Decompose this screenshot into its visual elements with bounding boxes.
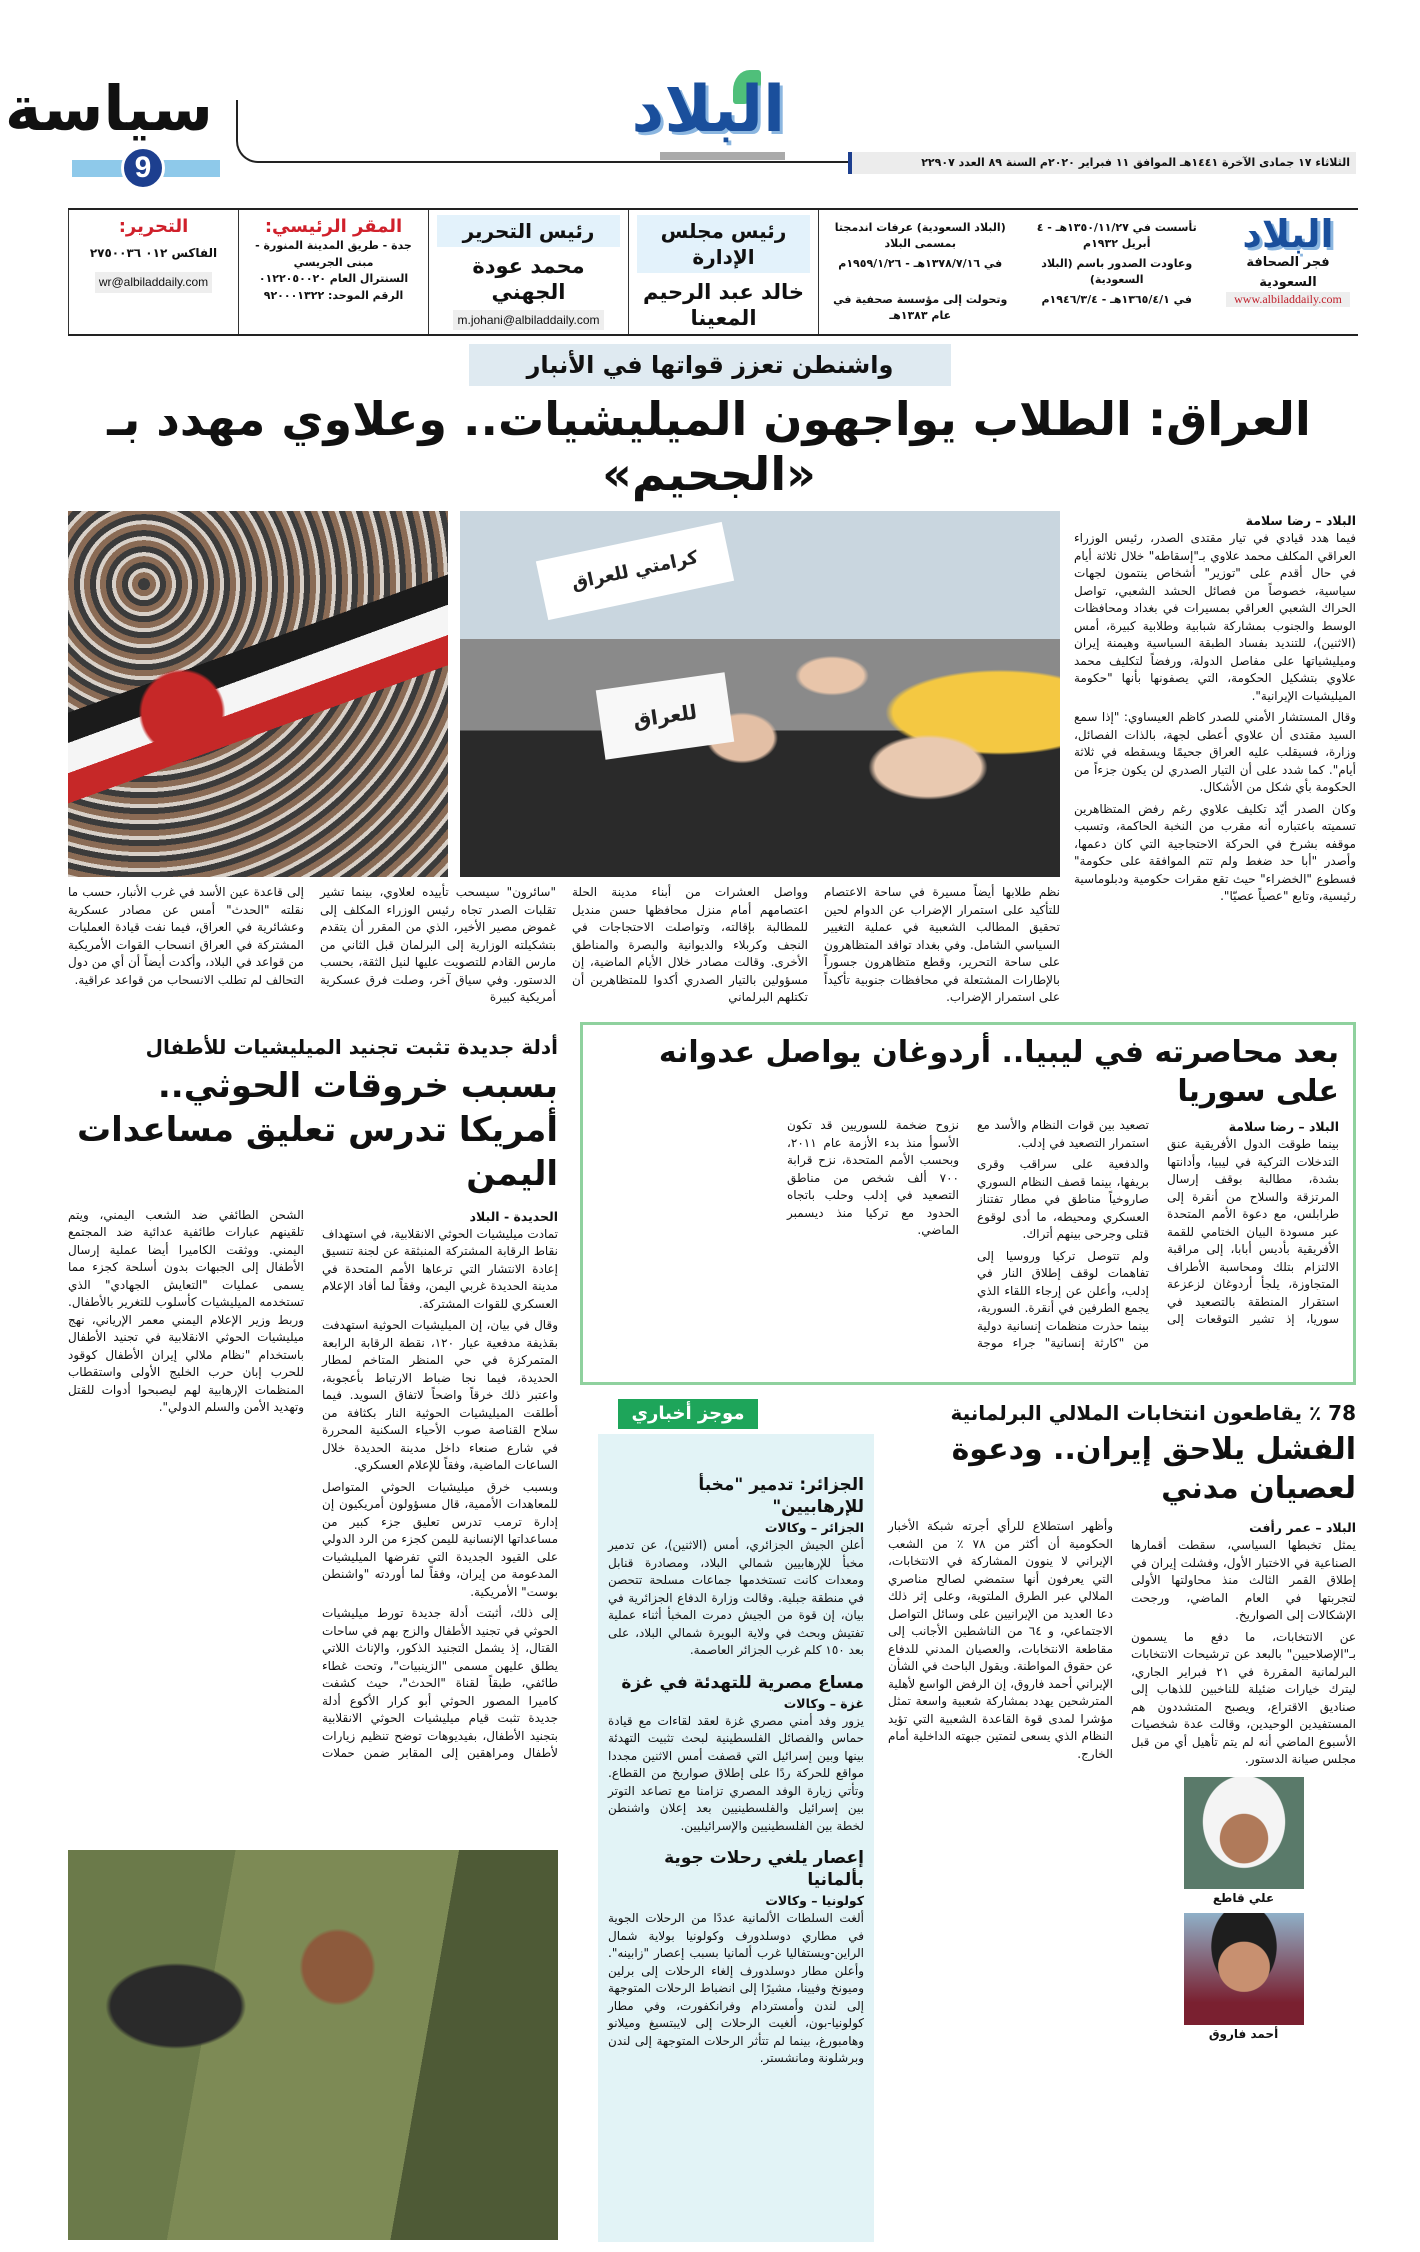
founding-line: في ١٣٧٨/٧/١٦هـ - ١٩٥٩/١/٢٦م: [838, 257, 1003, 271]
editorial-block: [68, 210, 238, 334]
logo-underbar: [660, 152, 785, 160]
paragraph: وقال المستشار الأمني للصدر كاظم العيساوي: "إذا سمع السيد مقتدى أن علاوي أعطى لجهة، بالذات الفصائل، وزارة، فسيقلب عليه العراق جحيمًا ويسقطه في ثلاثة أيام". كما شدد على أن التيار الصدري لن يكون جزءاً من الحكومة بأي شكل من الأشكال.: [1074, 710, 1356, 794]
byline: البلاد – رضا سلامة: [1245, 513, 1356, 528]
main-article-continued: [68, 884, 1060, 1007]
turkey-article: [597, 1117, 1339, 1353]
houthi-fighter-photo: [68, 1850, 558, 2240]
founding-info: [818, 210, 1218, 334]
masthead: [68, 208, 1358, 336]
students-protest-photo: [460, 511, 1060, 877]
turkey-article-box: [580, 1022, 1356, 1385]
iran-portraits: [1184, 1777, 1304, 2043]
slogan: فجر الصحافة السعودية: [1246, 255, 1330, 290]
paragraph: إلى ذلك، أثبتت أدلة جديدة تورط ميليشيات الحوثي في تجنيد الأطفال والزج بهم في ساحات القتال، إذ يشمل التجنيد الذكور، والإناث اللاتي يطلق عليهن مسمى "الزينبيات"، وتحت غطاء طائفي، طبقاً لقناة "الحدث"، حيث كشفت كاميرا المصور الحوثي أبو كرار الأكوع أدلة جديدة تثبت قيام ميليشيات الحوثي الانقلابية بتجنيد الأطفال، بفيديوهات توضح تنظيم زيارات لأطفال ومراهقين إلى المقابر ضمن حملات الشحن الطائفي ضد الشعب اليمني، ويتم تلقينهم عبارات طائفية عدائية ضد المجتمع اليمني. ووثقت الكاميرا أيضا عملية إرسال الأطفال إلى الجبهات بدون أسلحة كجزء مما يسمى عمليات "التعايش الجهادي" الذي تستخدمه الميليشيات كأسلوب للتغرير بالأطفال. وربط وزير الإعلام اليمني معمر الإرياني، نهج ميليشيات الحوثي الانقلابية في تجنيد الأطفال باستخدام "نظام ملالي إيران الأطفال كوقود للحرب إبان حرب الخليج الأولى واستقطاب المنظمات الإرهابية لهم ليصبحوا أدوات للقتل وتهديد الأمن والسلم الدولي".: [68, 1207, 558, 1761]
paragraph: عن الانتخابات، ما دفع ما يسمون بـ"الإصلاحيين" بالبعد عن ترشيحات الانتخابات البرلمانية المقررة في ٢١ فبراير الجاري، ليترك خيارات ضئيلة للناخبين للذهاب إلى صناديق الاقتراع، ويصبح المتشددون هم المستفيدين الوحيدين، وقالت عدة شخصيات الأسبوع الماضي أنه لم يتم تأهيل أي من قبل مجلس صيانة الدستور.: [1131, 1629, 1356, 1766]
brief-title[interactable]: الجزائر: تدمير "مخبأ للإرهابيين": [698, 1475, 864, 1518]
paragraph: بينما طوقت الدول الأفريقية عنق التدخلات التركية في ليبيا، وأدانتها بشدة، مطالبة بوقف إرسال المرتزقة والسلاح من أنقرة إلى طرابلس، مع دعوة الأمم المتحدة عبر مسودة البيان الختامي للقمة الأفريقية بأديس أبابا، إلى مراقبة الالتزام بتلك ومحاسبة الأطراف المتجاوزة، يلجأ أردوغان لزعزعة استقرار المنطقة بالتصعيد في سوريا، إذ تشير التوقعات إلى تصعيد بين قوات النظام والأسد مع استمرار التصعيد في إدلب.: [977, 1118, 1339, 1326]
section-title: سياسة: [4, 72, 213, 145]
iran-kicker: 78 ٪ يقاطعون انتخابات الملالي البرلمانية: [950, 1401, 1356, 1425]
founding-line: تأسست في ١٣٥٠/١١/٢٧هـ - ٤ أبريل ١٩٣٢م: [1036, 221, 1197, 251]
iran-story: [888, 1400, 1356, 2240]
editor-name: محمد عودة الجهني: [472, 254, 585, 305]
yemen-story: [68, 1034, 558, 2240]
brief-title[interactable]: مساع مصرية للتهدئة في غزة: [621, 1672, 864, 1693]
hq-title: المقر الرئيسي:: [264, 216, 403, 237]
hq-unified-number: الرقم الموحد: ٩٢٠٠٠١٣٢٢: [263, 288, 404, 302]
masthead-logo-block: [1218, 210, 1358, 334]
yemen-kicker: أدلة جديدة تثبت تجنيد الميليشيات للأطفال: [145, 1035, 558, 1059]
hq-address: جدة - طريق المدينة المنورة - مبنى الجريسي: [255, 239, 412, 269]
protest-sign: للعراق: [596, 672, 734, 759]
founding-line: (البلاد السعودية) عرفات اندمجتا بمسمى البلاد: [834, 221, 1006, 251]
board-chair-title: رئيس مجلس الإدارة: [637, 215, 810, 273]
paragraph: يمثل تخبطها السياسي، سقطت أقمارها الصناعية في الاختبار الأول، وفشلت إيران في إطلاق القمر الثالث منذ محاولتها الأولى لتجربتها في العام الماضي، ورجحت الإشكالات إلى الصواريخ.: [1131, 1538, 1356, 1622]
paragraph: وبسبب خرق ميليشيات الحوثي المتواصل للمعاهدات الأممية، قال مسؤولون أمريكيون إن إدارة ترمب تدرس تعليق جزء كبير من مساعداتها الإنسانية لليمن كجزء من الرد الدولي على القيود الجديدة التي تفرضها الميليشيات المدعومة من إيران، وفقاً لما أوردته "واشنطن بوست" الأمريكية.: [322, 1479, 558, 1599]
brief-byline: كولونيا – وكالات: [765, 1893, 864, 1909]
iran-headline[interactable]: الفشل يلاحق إيران.. ودعوة لعصيان مدني: [951, 1432, 1356, 1506]
byline: الحديدة - البلاد: [469, 1208, 558, 1224]
paragraph: ولم تتوصل تركيا وروسيا إلى تفاهمات لوقف إطلاق النار في إدلب، وأعلن عن إرجاء اللقاء الذي يجمع الطرفين في أنقرة. السورية، بينما حذرت منظمات إنسانية دولية من "كارثة إنسانية" جراء موجة نزوح ضخمة للسوريين قد تكون الأسوأ منذ بدء الأزمة عام ٢٠١١، وبحسب الأمم المتحدة، نزح قرابة ٧٠٠ ألف شخص من مناطق التصعيد في إدلب وحلب باتجاه الحدود مع تركيا منذ ديسمبر الماضي.: [787, 1118, 1149, 1350]
main-headline[interactable]: العراق: الطلاب يواجهون الميليشيات.. وعلاوي مهدد بـ «الجحيم»: [107, 392, 1311, 502]
brief-text: أعلن الجيش الجزائري، أمس (الاثنين)، عن تدمير مخبأ للإرهابيين شمالي البلاد، ومصادرة قنابل ومعدات كانت تستخدمها جماعات مسلحة تتحصن في منطقة جبلية. وقالت وزارة الدفاع الجزائرية في بيان، إن قوة من الجيش دمرت المخبأ أثناء عملية تفتيش وبحث في ولاية البويرة شمالي البلاد، على بعد ١٥٠ كلم غرب الجزائر العاصمة.: [608, 1538, 864, 1658]
website-link[interactable]: www.albiladdaily.com: [1226, 292, 1350, 307]
protest-sign: كرامتي للعراق: [536, 522, 734, 620]
yemen-headline[interactable]: بسبب خروقات الحوثي.. أمريكا تدرس تعليق مساعدات اليمن: [76, 1066, 558, 1195]
editor-title: رئيس التحرير: [437, 215, 620, 247]
paragraph: "سائرون" سيسحب تأييده لعلاوي، بينما تشير تقلبات الصدر تجاه رئيس الوزراء المكلف إلى غموض مصير الأخير، الذي من المقرر أن يتقدم بتشكيلته الوزارية إلى البرلمان قبل الثاني من مارس القادم للتصويت عليها لنيل الثقة، بحسب الدستور. وفي سياق آخر، وصلت فرق عسكرية أمريكية كبيرة: [320, 885, 556, 1004]
board-chair-name: خالد عبد الرحيم المعينا: [642, 280, 805, 331]
editorial-fax: الفاكس ٠١٢ ٢٧٥٠٠٣٦: [89, 246, 218, 261]
yemen-article: [68, 1207, 558, 1767]
editor-email[interactable]: m.johani@albiladdaily.com: [453, 310, 603, 331]
logo-text: البلاد: [631, 73, 785, 147]
hq-phone: السنترال العام ٠١٢٢٠٥٠٠٢٠: [258, 272, 409, 286]
protest-crowd-photo: [68, 511, 448, 877]
brief-byline: الجزائر – وكالات: [764, 1520, 864, 1536]
iran-column-left: [888, 1518, 1113, 2043]
founding-line: في ١٣٦٥/٤/١هـ - ١٩٤٦/٣/٤م: [1041, 292, 1192, 306]
portrait-ali-qatea: [1184, 1777, 1304, 1889]
paragraph: وأظهر استطلاع للرأي أجرته شبكة الأخبار الحكومية أن أكثر من ٧٨ ٪ من الشعب الإيراني لا ينوون المشاركة في الانتخابات، التي يعرفون أنها ستمضي لصالح مناصري الملالي عبر الطرق الملتوية، وعلى إثر ذلك دعا العديد من الإيرانيين على وسائل التواصل الاجتماعي، و ٦٤ من الناشطين الأجانب إلى مقاطعة الانتخابات، والعصيان المدني للدفاع عن حقوق المواطنة. ويقول الباحث في الشأن الإيراني أحمد فاروق، إن الرفض الواسع لأهلية المترشحين يهدد بمشاركة شعبية واسعة تمثل مؤشرا لمدى قوة القاعدة الشعبية التي تؤيد النظام الذي يسعى لتمتين جبهته الداخلية أمام الخارج.: [888, 1519, 1113, 1761]
portrait-caption: علي قاطع: [1212, 1890, 1275, 1905]
newspaper-logo[interactable]: [631, 73, 785, 147]
main-kicker: واشنطن تعزز قواتها في الأنبار: [469, 344, 951, 386]
editor-block: [428, 210, 628, 334]
briefs-tag: موجز أخباري: [618, 1399, 758, 1429]
paragraph: وواصل العشرات من أبناء مدينة الحلة اعتصامهم أمام منزل محافظها حسن منديل للمطالبة بإقالته، وتواصلت الاحتجاجات في النجف وكربلاء والديوانية والبصرة والمناطق الأخرى. وقالت مصادر خلال الأيام الماضية، إن مسؤولين بالتيار الصدري أكدوا للمتظاهرين أن تكتلهم البرلماني: [572, 885, 808, 1004]
hq-block: [238, 210, 428, 334]
brief-byline: غزة – وكالات: [783, 1695, 864, 1711]
turkey-headline[interactable]: بعد محاصرته في ليبيا.. أردوغان يواصل عدوانه على سوريا: [658, 1035, 1339, 1109]
paragraph: إلى قاعدة عين الأسد في غرب الأنبار، حسب ما نقلته "الحدث" أمس عن مصادر عسكرية وعشائرية في العراق، فيما نفت قيادة العمليات المشتركة في العراق انسحاب القوات الأمريكية من قواعد في البلاد، وأكدت أيضاً أن أي من دول التحالف لم تطلب الانسحاب من قواعد عراقية.: [68, 885, 304, 987]
masthead-logo: البلاد: [1242, 212, 1334, 256]
brief-text: يزور وفد أمني مصري غزة لعقد لقاءات مع قيادة حماس والفصائل الفلسطينية لبحث تثبيت التهدئة بينها وبين إسرائيل التي قصفت أمس الاثنين مجددا مواقع للحركة ردًا على إطلاق صواريخ من القطاع. وتأتي زيارة الوفد المصري تزامنا مع تصاعد التوتر بين إسرائيل والفلسطينيين بعد إعلان واشنطن لخطة بين الفلسطينيين والإسرائيليين.: [608, 1713, 864, 1833]
page-number: 9: [121, 146, 165, 190]
portrait-ahmed-farouk: [1184, 1913, 1304, 2025]
paragraph: تمادت ميليشيات الحوثي الانقلابية، في استهداف نقاط الرقابة المشتركة المنبثقة عن لجنة تنسيق إعادة الانتشار التي ترعاها الأمم المتحدة في مدينة الحديدة غربي اليمن، وفقاً لما أفاد الإعلام العسكري للقوات المشتركة.: [322, 1226, 558, 1311]
editorial-email[interactable]: wr@albiladdaily.com: [95, 272, 212, 293]
brief-title[interactable]: إعصار يلغي رحلات جوية بألمانيا: [664, 1848, 864, 1891]
brief-text: ألغت السلطات الألمانية عددًا من الرحلات الجوية في مطاري دوسلدورف وكولونيا بولاية شمال الراين-ويستفاليا غرب ألمانيا بسبب إعصار "زابينه". وأعلن مطار دوسلدورف إلغاء الرحلات إلى برلين وميونخ وفيينا، مشيرًا إلى انضباط الرحلات المتوجهة إلى لندن وأمستردام وفرانكفورت، وفي مطار كولونيا-بون، ألغيت الرحلات إلى لايبتسيغ وميلانو وهامبورغ، بينما لم تتأثر الرحلات المتوجهة إلى لندن وبرشلونة ومانشستر.: [608, 1911, 864, 2066]
date-line: الثلاثاء ١٧ جمادى الآخرة ١٤٤١هـ الموافق ١١ فبراير ٢٠٢٠م السنة ٨٩ العدد ٢٢٩٠٧: [848, 152, 1356, 174]
board-chair-block: [628, 210, 818, 334]
byline: البلاد – عمر رأفت: [1249, 1520, 1356, 1535]
main-article-column: [1074, 511, 1356, 910]
paragraph: وقال في بيان، إن الميليشيات الحوثية استهدفت بقذيفة مدفعية عيار ١٢٠، نقطة الرقابة الرابعة المتمركزة في حي المنظر المتاخم لمطار الحديدة، فيما نجا ضباط الارتباط بأعجوبة، واعتبر ذلك خرقاً واضحاً لاتفاق السويد. فيما أطلقت الميليشيات الحوثية النار بكثافة من سلاح القناصة صوب الأحياء السكنية المحررة في شارع صنعاء داخل مدينة الحديدة خلال الساعات الماضية، وفقاً للإعلام العسكري.: [322, 1318, 558, 1473]
paragraph: والدفعية على سراقب وقرى بريفها، بينما قصف النظام السوري صاروخياً مناطق في مطار تفتناز العسكري ومحيطه، ما أدى لوقوع قتلى وجرحى بينهم أتراك.: [977, 1157, 1149, 1241]
iran-article: [888, 1518, 1356, 2043]
paragraph: نظم طلابها أيضاً مسيرة في ساحة الاعتصام للتأكيد على استمرار الإضراب عن الدوام لحين تحقيق المطالب الشعبية في عملية التغيير السياسي الشامل. وفي بغداد توافد المتظاهرون على ساحة التحرير، وقطع متظاهرون جسوراً بالإطارات المشتعلة في محافظات جنوبية تأكيداً على استمرار الإضراب.: [824, 885, 1060, 1004]
founding-line: وتحولت إلى مؤسسة صحفية في عام ١٣٨٣هـ: [833, 292, 1008, 322]
founding-line: وعاودت الصدور باسم (البلاد السعودية): [1041, 257, 1193, 286]
byline: البلاد – رضا سلامة: [1228, 1119, 1339, 1134]
paragraph: وكان الصدر أيّد تكليف علاوي رغم رفض المتظاهرين تسميته باعتباره أنه مقرب من النخبة الحاكمة، وتسبب موقفه بشرخ في الحركة الاحتجاجية التي كان دعمها، وأصدر "أبا حد ضغط ولم تتم الموافقة على حكومة" فسطوع "الخضراء" حيث تقع مقرات حكومية ودبلوماسية رئيسية، وتابع "عصياً عصيّا".: [1074, 801, 1356, 903]
iran-column-right: [1131, 1518, 1356, 2043]
news-briefs-box: [598, 1434, 874, 2242]
editorial-title: التحرير:: [118, 216, 189, 237]
portrait-caption: أحمد فاروق: [1208, 2026, 1279, 2041]
paragraph: فيما هدد قيادي في تيار مقتدى الصدر، رئيس الوزراء العراقي المكلف محمد علاوي بـ"إسقاطه" خلال ثلاثة أيام في حال أقدم على "توزير" أشخاص ينتمون لجهات سياسية، خصوصاً من فصائل الحشد الشعبي، تواصل الحراك الشعبي العراقي بمسيرات في بغداد ومحافظات الوسط والجنوب بمشاركة شبابية وطلابية كبيرة، أمس (الاثنين)، للتنديد بفساد الطبقة السياسية وهيمنة إيران وميليشياتها على مفاصل الدولة، ورفضاً لتكليف محمد علاوي بتشكيل الحكومة، التي يصفونها بأنها "حكومة الميليشيات الإيرانية".: [1074, 531, 1356, 703]
